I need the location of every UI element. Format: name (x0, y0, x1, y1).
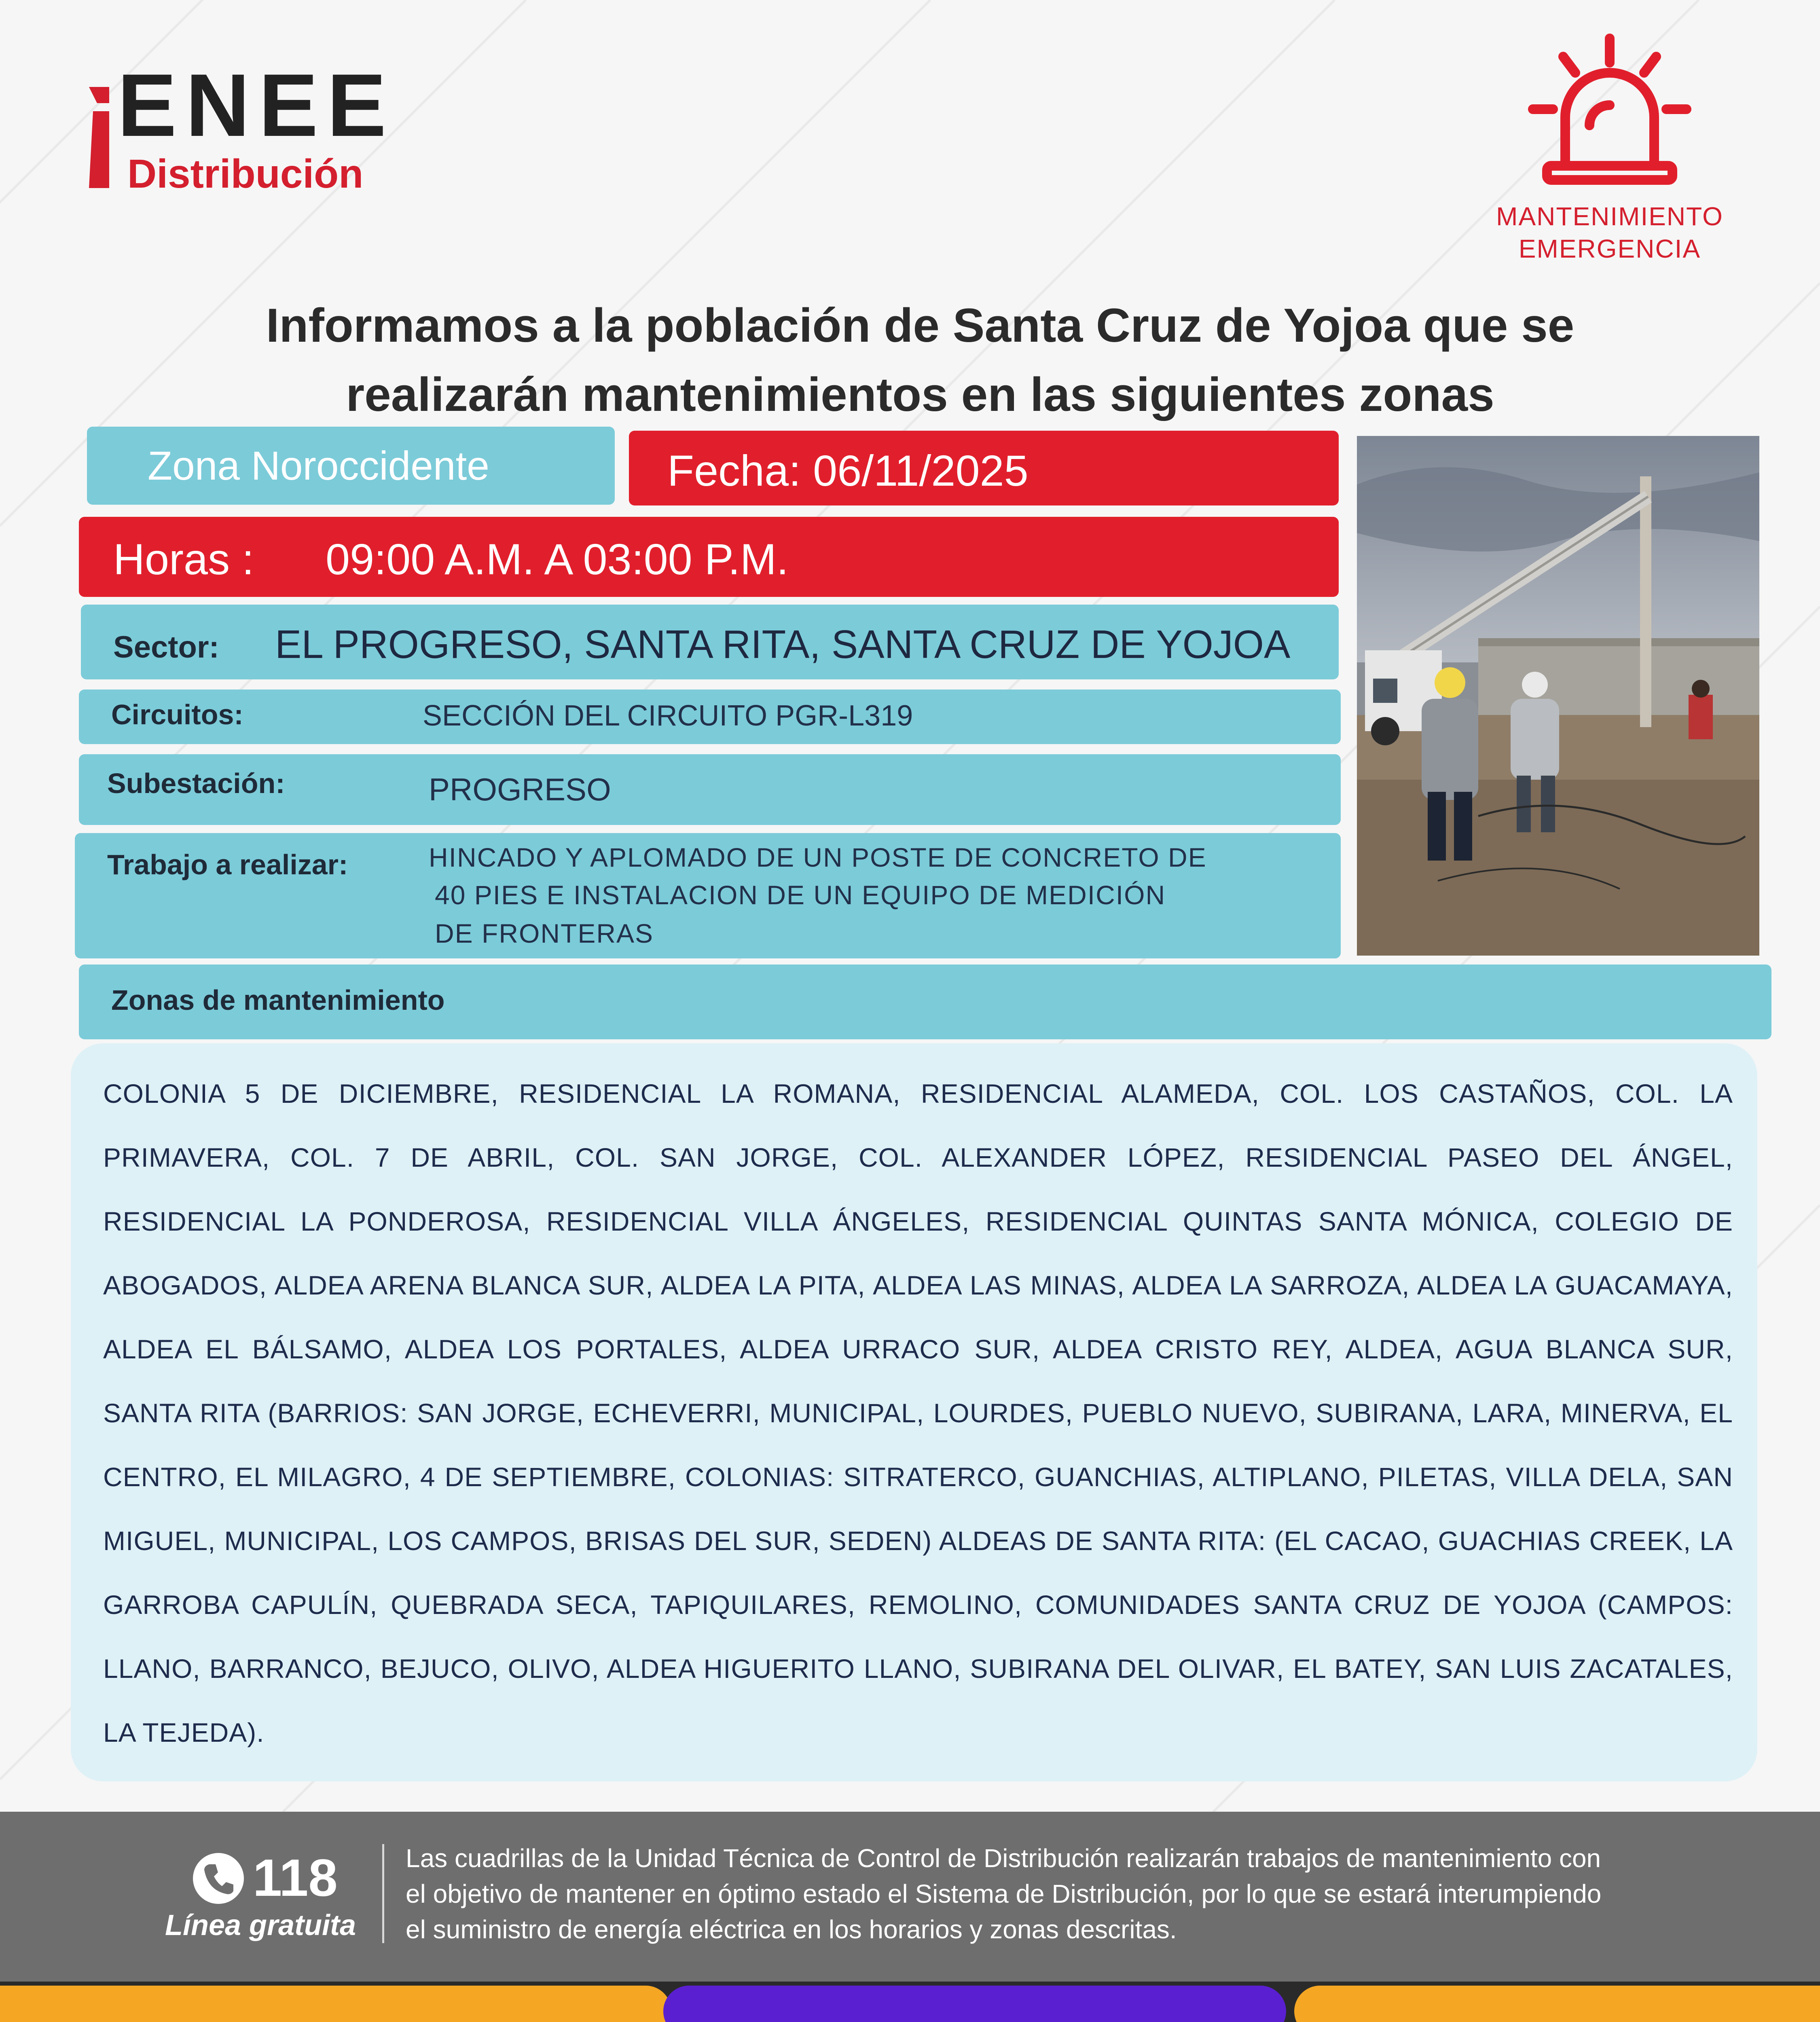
sector-value: EL PROGRESO, SANTA RITA, SANTA CRUZ DE YOJOA (275, 622, 1291, 666)
bottom-bar-orange-left (0, 1986, 671, 2022)
trabajo-line1: HINCADO Y APLOMADO DE UN POSTE DE CONCRETO DE (429, 842, 1207, 872)
subestacion-box (79, 754, 1341, 825)
zonas-header-label: Zonas de mantenimiento (111, 984, 445, 1016)
trabajo-line2: 40 PIES E INSTALACION DE UN EQUIPO DE MEDICIÓN (435, 880, 1166, 910)
alarm-label-line2: EMERGENCIA (1518, 234, 1701, 263)
hours-box (79, 517, 1339, 597)
alarm-label-line1: MANTENIMIENTO (1496, 202, 1723, 231)
circuitos-box (79, 690, 1341, 744)
enee-logo (85, 87, 109, 188)
date-label: Fecha: 06/11/2025 (667, 446, 1029, 495)
trabajo-label: Trabajo a realizar: (107, 849, 348, 880)
zonas-list: COLONIA 5 DE DICIEMBRE, RESIDENCIAL LA ROMANA, RESIDENCIAL ALAMEDA, COL. LOS CASTAÑOS, COL. LA PRIMAVERA, COL. 7 DE ABRIL, COL. SAN JORGE, COL. ALEXANDER LÓPEZ, RESIDENCIAL PASEO DEL ÁNGEL, RESIDENCIAL LA PONDEROSA, RESIDENCIAL VILLA ÁNGELES, RESIDENCIAL QUINTAS SANTA MÓNICA, COLEGIO DE ABOGADOS, ALDEA ARENA BLANCA SUR, ALDEA LA PITA, ALDEA LAS MINAS, ALDEA LA SARROZA, ALDEA LA GUACAMAYA, ALDEA EL BÁLSAMO, ALDEA LOS PORTALES, ALDEA URRACO SUR, ALDEA CRISTO REY, ALDEA, AGUA BLANCA SUR, SANTA RITA (BARRIOS: SAN JORGE, ECHEVERRI, MUNICIPAL, LOURDES, PUEBLO NUEVO, SUBIRANA, LARA, MINERVA, EL CENTRO, EL MILAGRO, 4 DE SEPTIEMBRE, COLONIAS: SITRATERCO, GUANCHIAS, ALTIPLANO, PILETAS, VILLA DELA, SAN MIGUEL, MUNICIPAL, LOS CAMPOS, BRISAS DEL SUR, SEDEN) ALDEAS DE SANTA RITA: (EL CACAO, GUACHIAS CREEK, LA GARROBA CAPULÍN, QUEBRADA SECA, TAPIQUILARES, REMOLINO, COMUNIDADES SANTA CRUZ DE YOJOA (CAMPOS: LLANO, BARRANCO, BEJUCO, OLIVO, ALDEA HIGUERITO LLANO, SUBIRANA DEL OLIVAR, EL BATEY, SAN LUIS ZACATALES, LA TEJEDA). (103, 1079, 1733, 1747)
circuitos-label: Circuitos: (111, 699, 243, 730)
circuitos-value: SECCIÓN DEL CIRCUITO PGR-L319 (423, 700, 913, 732)
footer-line2: el objetivo de mantener en óptimo estado el Sistema de Distribución, por lo que se estará interumpiendo (406, 1879, 1602, 1908)
sector-label: Sector: (113, 630, 219, 664)
alarm-siren-icon (1525, 32, 1695, 186)
phone-icon (192, 1852, 245, 1905)
zonas-header (79, 964, 1771, 1039)
headline (61, 291, 1780, 429)
footer-divider (382, 1844, 384, 1943)
bottom-bar-purple (663, 1986, 1286, 2022)
headline-line2: realizarán mantenimientos en las siguientes zonas (346, 368, 1494, 422)
subestacion-label: Subestación: (107, 768, 285, 799)
field-work-photo (1357, 436, 1759, 956)
trabajo-line3: DE FRONTERAS (435, 918, 654, 948)
logo-mark-icon (85, 87, 109, 188)
date-box (629, 431, 1339, 506)
logo-wordmark: ENEE (117, 55, 396, 155)
phone-number: 118 (253, 1848, 338, 1907)
crane-workers-photo-icon (1357, 436, 1759, 956)
logo-subtitle: Distribución (127, 151, 364, 197)
phone-label: Línea gratuita (165, 1909, 356, 1942)
zone-label: Zona Noroccidente (148, 443, 489, 489)
headline-line1: Informamos a la población de Santa Cruz de Yojoa que se (266, 299, 1575, 352)
footer (0, 1812, 1820, 1982)
bottom-bar-orange-right (1294, 1986, 1820, 2022)
trabajo-box (75, 833, 1341, 958)
subestacion-value: PROGRESO (429, 772, 611, 807)
sector-box (81, 605, 1339, 679)
alarm-label (1456, 200, 1763, 265)
footer-line1: Las cuadrillas de la Unidad Técnica de Control de Distribución realizarán trabajos de mantenimiento con (406, 1844, 1601, 1873)
hours-label: Horas : (113, 535, 254, 584)
hours-value: 09:00 A.M. A 03:00 P.M. (326, 535, 789, 584)
zone-box (87, 427, 615, 505)
footer-line3: el suministro de energía eléctrica en los horarios y zonas descritas. (406, 1915, 1177, 1944)
